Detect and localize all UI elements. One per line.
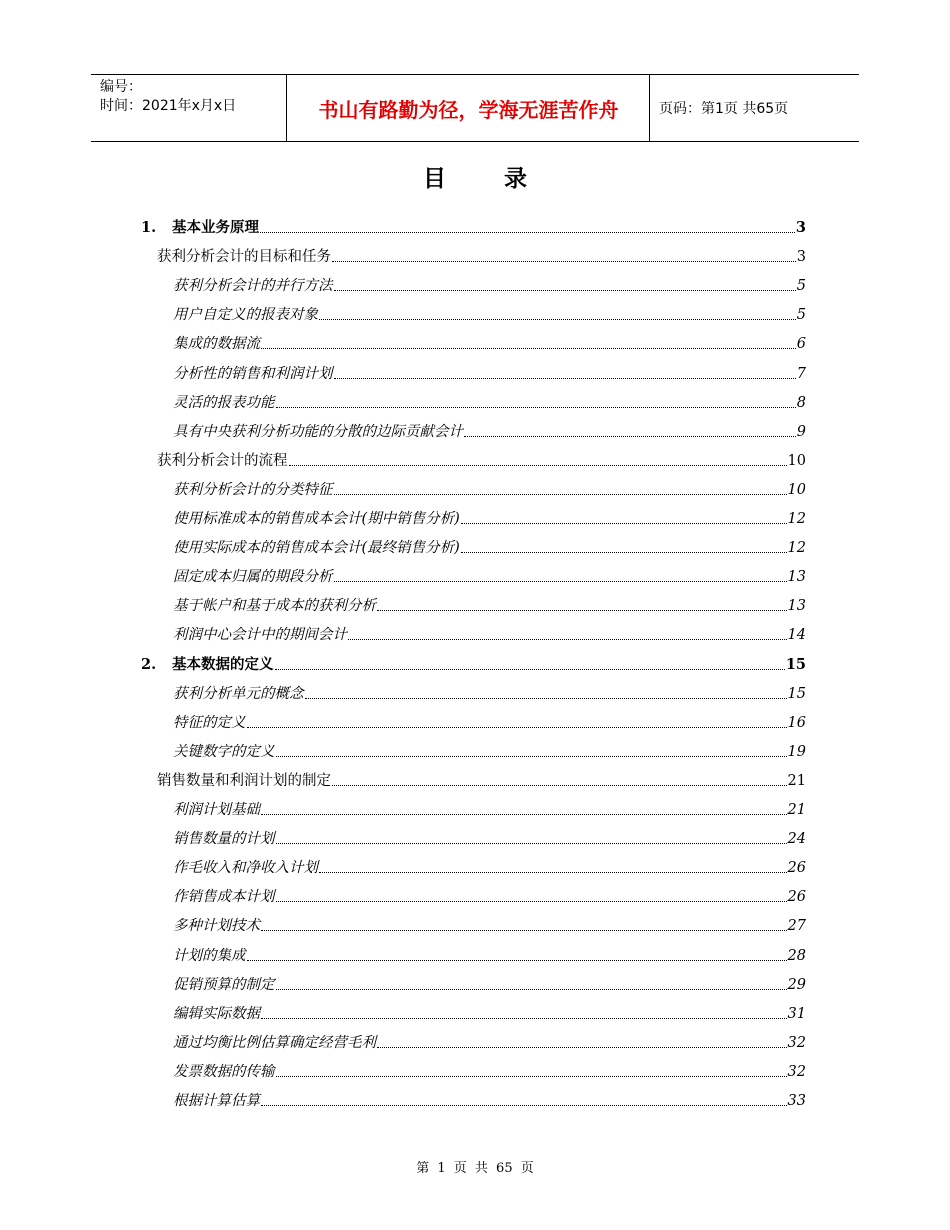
toc-entry[interactable] [157,761,806,790]
toc-leader-dots [332,785,787,786]
toc-leader-dots [261,1105,787,1106]
toc-entry[interactable] [173,470,806,499]
toc-entry-page: 13 [787,569,806,585]
toc-entry-page: 31 [787,1006,806,1022]
toc-entry[interactable] [173,994,806,1023]
toc-entry-page: 26 [787,889,806,905]
toc-entry-label: 使用标准成本的销售成本会计(期中销售分析) [173,511,460,527]
toc-leader-dots [334,581,787,582]
toc-entry-number: 1. [141,219,157,236]
toc-leader-dots [276,407,796,408]
toc-leader-dots [260,232,795,233]
toc-leader-dots [377,1047,787,1048]
header-meta [100,78,286,116]
toc-leader-dots [247,960,787,961]
toc-entry[interactable] [157,237,806,266]
toc-entry[interactable] [141,645,806,674]
toc-entry-label: 分析性的销售和利润计划 [173,366,333,382]
header-motto: 书山有路勤为径，学海无涯苦作舟 [318,97,619,122]
toc-leader-dots [261,814,787,815]
toc-entry[interactable] [173,936,806,965]
toc-entry[interactable] [157,441,806,470]
toc-entry-page: 15 [787,686,806,702]
toc-leader-dots [319,872,787,873]
toc-entry-label: 多种计划技术 [173,918,260,934]
toc-entry-page: 32 [787,1035,806,1051]
toc-entry-label: 基本业务原理 [172,219,259,236]
toc-entry-page: 19 [787,744,806,760]
toc-entry-page: 16 [787,715,806,731]
toc-entry-label: 计划的集成 [173,948,246,964]
page-footer: 第 1 页 共 65 页 [416,1161,534,1176]
toc-leader-dots [377,610,787,611]
toc-entry-label: 获利分析单元的概念 [173,686,304,702]
toc-entry-label: 关键数字的定义 [173,744,275,760]
toc-entry[interactable] [173,324,806,353]
toc-entry-page: 32 [787,1064,806,1080]
toc-leader-dots [319,319,796,320]
toc-leader-dots [334,290,796,291]
toc-leader-dots [276,843,787,844]
toc-entry[interactable] [173,790,806,819]
toc-entry[interactable] [173,1052,806,1081]
toc-entry[interactable] [173,819,806,848]
toc-entry-page: 14 [787,627,806,643]
toc-entry-page: 7 [796,366,806,382]
header-page-info: 页码：第1页 共65页 [659,101,789,117]
toc-entry[interactable] [173,674,806,703]
toc-entry-label: 发票数据的传输 [173,1064,275,1080]
toc-entry-label: 固定成本归属的期段分析 [173,569,333,585]
toc-leader-dots [334,494,787,495]
toc-leader-dots [334,378,796,379]
toc-entry[interactable] [173,732,806,761]
toc-entry-label: 获利分析会计的分类特征 [173,482,333,498]
toc-entry[interactable] [173,499,806,528]
toc-entry-page: 3 [796,249,806,265]
toc-entry-label: 获利分析会计的流程 [157,453,288,469]
toc-entry-page: 24 [787,831,806,847]
toc-entry-label: 根据计算估算 [173,1093,260,1109]
toc-leader-dots [332,261,796,262]
toc-leader-dots [261,1018,787,1019]
toc-leader-dots [276,989,787,990]
document-number-label: 编号： [100,79,142,95]
toc-entry[interactable] [173,877,806,906]
toc-entry[interactable] [141,208,806,237]
toc-leader-dots [261,930,787,931]
toc-entry[interactable] [173,1023,806,1052]
toc-entry-label: 获利分析会计的目标和任务 [157,249,331,265]
toc-entry-label: 基于帐户和基于成本的获利分析 [173,598,376,614]
toc-leader-dots [461,523,787,524]
toc-entry[interactable] [173,1081,806,1110]
toc-entry-label: 作销售成本计划 [173,889,275,905]
toc-entry-page: 9 [796,424,806,440]
toc-leader-dots [348,639,787,640]
toc-leader-dots [275,669,785,670]
toc-entry-page: 12 [787,540,806,556]
toc-entry[interactable] [173,615,806,644]
toc-leader-dots [276,901,787,902]
toc-entry-label: 集成的数据流 [173,336,260,352]
toc-entry-label: 使用实际成本的销售成本会计(最终销售分析) [173,540,460,556]
header-divider [649,75,650,141]
toc-entry-page: 5 [796,307,806,323]
toc-entry-page: 21 [787,773,806,789]
document-time-label: 时间：2021年x月x日 [100,98,237,114]
toc-entry-label: 编辑实际数据 [173,1006,260,1022]
toc-title: 目录 [423,166,585,192]
toc-entry-label: 基本数据的定义 [172,656,274,673]
toc-entry-label: 通过均衡比例估算确定经营毛利 [173,1035,376,1051]
toc-entry[interactable] [173,848,806,877]
toc-entry-label: 销售数量和利润计划的制定 [157,773,331,789]
toc-entry[interactable] [173,557,806,586]
toc-entry-label: 作毛收入和净收入计划 [173,860,318,876]
toc-entry[interactable] [173,586,806,615]
toc-entry-label: 特征的定义 [173,715,246,731]
toc-entry-page: 28 [787,948,806,964]
toc-entry-page: 27 [787,918,806,934]
toc-entry-page: 5 [796,278,806,294]
toc-entry[interactable] [173,965,806,994]
toc-entry-label: 促销预算的制定 [173,977,275,993]
toc-entry-label: 用户自定义的报表对象 [173,307,318,323]
toc-entry-page: 29 [787,977,806,993]
toc-entry[interactable] [173,703,806,732]
toc-entry-page: 21 [787,802,806,818]
toc-entry-page: 26 [787,860,806,876]
toc-entry[interactable] [173,528,806,557]
toc-entry-label: 获利分析会计的并行方法 [173,278,333,294]
toc-entry-page: 12 [787,511,806,527]
toc-entry-label: 销售数量的计划 [173,831,275,847]
toc-entry-page: 33 [787,1093,806,1109]
toc-entry[interactable] [173,906,806,935]
toc-entry-label: 利润中心会计中的期间会计 [173,627,347,643]
toc-entry-label: 利润计划基础 [173,802,260,818]
toc-leader-dots [276,1076,787,1077]
toc-entry-page: 15 [785,656,806,673]
toc-leader-dots [464,436,796,437]
toc-leader-dots [461,552,787,553]
toc-entry-page: 13 [787,598,806,614]
toc-entry-page: 10 [787,482,806,498]
toc-leader-dots [289,465,787,466]
toc-leader-dots [261,348,796,349]
toc-entry[interactable] [173,412,806,441]
toc-entry[interactable] [173,354,806,383]
toc-entry-label: 具有中央获利分析功能的分散的边际贡献会计 [173,424,463,440]
toc-entry-page: 10 [787,453,806,469]
toc-entry-number: 2. [141,656,157,673]
toc-entry-page: 6 [796,336,806,352]
toc-entry[interactable] [173,266,806,295]
toc-leader-dots [305,698,787,699]
toc-leader-dots [276,756,787,757]
toc-entry-page: 8 [796,395,806,411]
toc-entry[interactable] [173,383,806,412]
page-header [91,74,859,142]
toc-entry[interactable] [173,295,806,324]
toc-entry-label: 灵活的报表功能 [173,395,275,411]
toc-leader-dots [247,727,787,728]
toc-entry-page: 3 [795,219,806,236]
